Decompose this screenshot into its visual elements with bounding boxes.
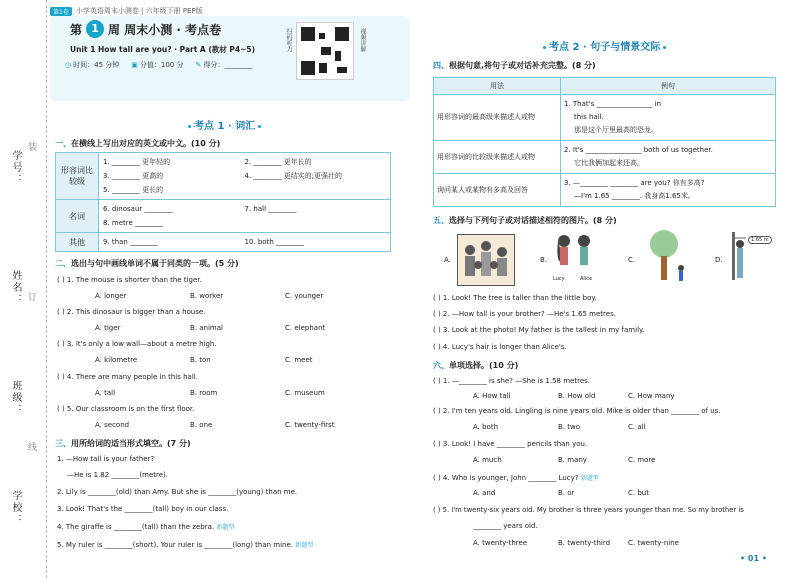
- q6-option: B. many: [558, 456, 587, 464]
- q2-option: B. animal: [190, 324, 223, 332]
- table-header: 例句: [561, 78, 776, 95]
- qr-left-label: 扫码听力: [285, 28, 292, 52]
- q6-option: B. two: [558, 423, 581, 431]
- q6-option: A. both: [473, 423, 499, 431]
- new-type-tag: 新题型: [295, 542, 314, 549]
- score-info: ▣ 分值：100 分: [131, 61, 184, 69]
- q5-item: ( ) 3. Look at the photo! My father is the tallest in my family.: [433, 326, 645, 334]
- q3-line: 5. My ruler is ________(short). Your ruler is ________(long) than mine. 新题型: [57, 541, 314, 549]
- q2-option: A. longer: [95, 292, 127, 300]
- table-header: 用法: [434, 78, 561, 95]
- kaodian-1-heading: 考点 1 · 词汇: [185, 117, 264, 132]
- question-4-title: 四、根据句意,将句子或对话补充完整。(8 分): [433, 61, 596, 70]
- picture-label: C.: [628, 256, 636, 264]
- usage-cell: 用形容词的比较级来描述人或物: [434, 141, 561, 174]
- q2-option: A. tall: [95, 389, 116, 397]
- q2-option: B. worker: [190, 292, 224, 300]
- vocab-table: [55, 152, 391, 252]
- height-bubble: 1.65 m: [748, 236, 772, 244]
- binding-strip: [0, 0, 47, 578]
- q2-stem: ( ) 5. Our classroom is on the first floor.: [57, 405, 195, 413]
- title-text: 周 周末小测 · 考点卷: [108, 22, 222, 37]
- question-1-title: 一、在横线上写出对应的英文或中文。(10 分): [55, 139, 221, 148]
- example-cell: 3. —________ ________ are you? 你有多高? —I'm 1.65 ________. 我身高1.65米。: [561, 174, 776, 207]
- q6-option: A. twenty-three: [473, 539, 528, 547]
- picture-label: B.: [540, 256, 548, 264]
- q2-option: B. one: [190, 421, 213, 429]
- q6-stem: ( ) 3. Look! I have ________ pencils than you.: [433, 440, 588, 448]
- q2-option: C. twenty-first: [285, 421, 335, 429]
- q3-line: 3. Look! That's the ________(tall) boy in our class.: [57, 505, 229, 513]
- q3-line: 4. The giraffe is ________(tall) than the zebra. 新题型: [57, 523, 235, 531]
- family-photo-picture: [457, 234, 515, 286]
- q6-stem: ( ) 5. I'm twenty-six years old. My brother is three years younger than me. So my brother is: [433, 506, 744, 514]
- series-title: 小学英语周末小测卷 | 六年级下册 PEP版: [75, 7, 203, 15]
- unit-subtitle: Unit 1 How tall are you? · Part A (教材 P4~5): [70, 45, 256, 54]
- name-label: 姓名：: [10, 270, 21, 306]
- q3-line: —He is 1.82 ________(metre).: [67, 471, 169, 479]
- new-type-tag: 新题型: [216, 524, 235, 531]
- q6-option: C. but: [628, 489, 649, 497]
- q6-option: C. How many: [628, 392, 675, 400]
- student-number-label: 学号：: [10, 150, 21, 186]
- q2-option: C. meet: [285, 356, 313, 364]
- qr-code-icon[interactable]: [296, 22, 354, 80]
- q6-option: B. twenty-third: [558, 539, 611, 547]
- usage-cell: 用形容词的最高级来描述人或物: [434, 95, 561, 141]
- picture-label: A.: [444, 256, 451, 264]
- class-label: 班级：: [10, 380, 21, 416]
- example-cell: 1. That's ________________ in this hall. 那是这个厅里最高的恐龙。: [561, 95, 776, 141]
- vocab-cell: 1. ________ 更年轻的 2. ________ 更年长的 3. ________ 更高的 4. ________ 更结实的;更强壮的 5. ________ 更长的: [99, 153, 391, 200]
- page-title: [70, 20, 221, 38]
- score-icon: ▣: [131, 61, 138, 69]
- q6-option: A. much: [473, 456, 502, 464]
- week-badge: 1: [86, 20, 104, 38]
- q6-option: C. twenty-nine: [628, 539, 679, 547]
- q2-stem: ( ) 2. This dinosaur is bigger than a house.: [57, 308, 206, 316]
- question-3-title: 三、用所给词的适当形式填空。(7 分): [55, 439, 191, 448]
- qr-right-label: 视频讲解: [359, 28, 366, 52]
- q2-option: C. younger: [285, 292, 324, 300]
- q6-option: B. or: [558, 489, 575, 497]
- new-type-tag: 新题型: [580, 475, 599, 482]
- q2-option: C. museum: [285, 389, 325, 397]
- girl-name-alice: Alice: [580, 276, 593, 282]
- question-5-title: 五、选择与下列句子或对话描述相符的图片。(8 分): [433, 216, 617, 225]
- binding-char: 装: [28, 143, 38, 153]
- function-table: [433, 77, 776, 207]
- q2-option: B. room: [190, 389, 218, 397]
- q2-stem: ( ) 3. It's only a low wall—about a metre high.: [57, 340, 217, 348]
- q6-option: C. more: [628, 456, 656, 464]
- two-girls-picture: [552, 232, 596, 280]
- vocab-category: 其他: [56, 233, 99, 252]
- q6-stem-continued: ________ years old.: [473, 522, 538, 530]
- q6-option: A. How tall: [473, 392, 511, 400]
- q5-item: ( ) 2. —How tall is your brother? —He's 1.65 metres.: [433, 310, 616, 318]
- q2-option: C. elephant: [285, 324, 326, 332]
- vocab-category: 形容词比较级: [56, 153, 99, 200]
- exam-info: [65, 60, 252, 70]
- example-cell: 2. It's ________________ both of us together. 它比我俩加起来还高。: [561, 141, 776, 174]
- picture-label: D.: [715, 256, 723, 264]
- title-prefix: 第: [70, 22, 83, 37]
- tree-and-boy-picture: [640, 228, 690, 284]
- kaodian-2-heading: 考点 2 · 句子与情景交际: [540, 38, 669, 53]
- q3-line: 2. Lily is ________(old) than Amy. But she is ________(young) than me.: [57, 488, 298, 496]
- q2-option: A. second: [95, 421, 130, 429]
- binding-char: 订: [28, 293, 38, 303]
- q6-stem: ( ) 2. I'm ten years old. Lingling is nine years old. Mike is older than ________ of us.: [433, 407, 721, 415]
- q2-stem: ( ) 4. There are many people in this hall.: [57, 373, 198, 381]
- series-header: [50, 6, 203, 16]
- question-6-title: 六、单项选择。(10 分): [433, 361, 519, 370]
- vocab-category: 名词: [56, 200, 99, 233]
- got-info: ✎ 得分：________: [195, 61, 253, 69]
- q2-stem: ( ) 1. The mouse is shorter than the tiger.: [57, 276, 202, 284]
- q6-stem: ( ) 4. Who is younger, John ________ Lucy? 新题型: [433, 474, 599, 482]
- q6-option: B. How old: [558, 392, 596, 400]
- school-label: 学校：: [10, 490, 21, 526]
- q6-option: C. all: [628, 423, 646, 431]
- clock-icon: ◷: [65, 61, 72, 69]
- girl-name-lucy: Lucy: [553, 276, 565, 282]
- q2-option: A. kilometre: [95, 356, 138, 364]
- q2-option: B. ton: [190, 356, 211, 364]
- q5-item: ( ) 4. Lucy's hair is longer than Alice's.: [433, 343, 567, 351]
- page-number: • 01 •: [740, 554, 767, 563]
- pen-icon: ✎: [195, 61, 202, 69]
- series-tag: 第1卷: [50, 7, 72, 16]
- vocab-cell: 6. dinosaur ________ 7. hall ________ 8. metre ________: [99, 200, 391, 233]
- question-2-title: 二、选出与句中画线单词不属于同类的一项。(5 分): [55, 259, 239, 268]
- q3-line: 1. —How tall is your father?: [57, 455, 155, 463]
- q2-option: A. tiger: [95, 324, 121, 332]
- binding-char: 线: [28, 443, 38, 453]
- usage-cell: 询问某人或某物有多高及回答: [434, 174, 561, 207]
- q6-stem: ( ) 1. —________ is she? —She is 1.58 metres.: [433, 377, 591, 385]
- time-info: ◷ 时间：45 分钟: [65, 61, 120, 69]
- vocab-cell: 9. than ________ 10. both ________: [99, 233, 391, 252]
- q6-option: A. and: [473, 489, 496, 497]
- q5-item: ( ) 1. Look! The tree is taller than the little boy.: [433, 294, 597, 302]
